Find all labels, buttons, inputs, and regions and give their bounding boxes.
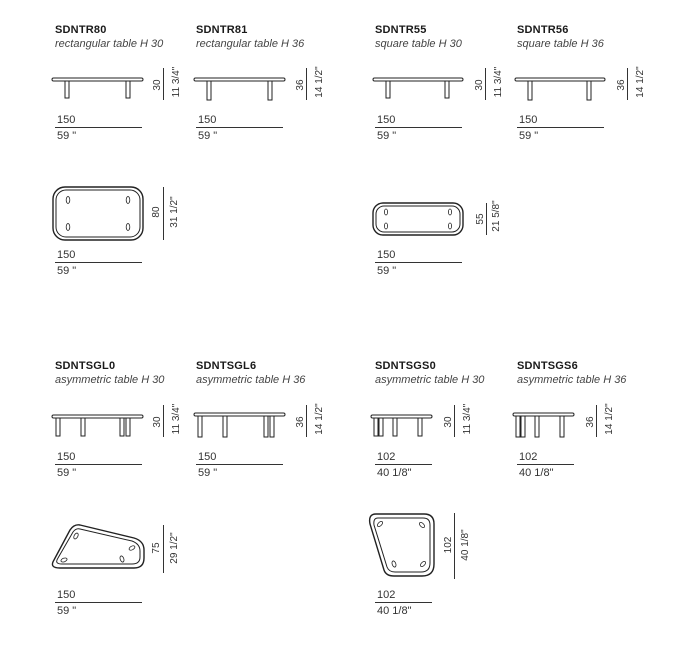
- length-cm: 102: [377, 451, 396, 463]
- product-code: SDNTSGL0: [55, 360, 116, 372]
- length-inch: 40 1/8": [377, 467, 412, 479]
- length-cm: 150: [377, 249, 396, 261]
- length-inch: 59 ": [198, 130, 218, 142]
- length-cm: 150: [57, 589, 76, 601]
- length-cm: 102: [377, 589, 396, 601]
- product-code: SDNTR80: [55, 24, 107, 36]
- product-code: SDNTSGS6: [517, 360, 578, 372]
- length-inch: 59 ": [198, 467, 218, 479]
- side-elevation-drawing: [52, 78, 144, 102]
- side-elevation-drawing: [515, 78, 607, 102]
- product-description: asymmetric table H 30: [55, 374, 165, 386]
- product-code: SDNTR56: [517, 24, 569, 36]
- product-description: square table H 30: [375, 38, 462, 50]
- depth-inch: 31 1/2": [169, 196, 180, 228]
- length-cm: 150: [57, 114, 76, 126]
- length-cm: 102: [519, 451, 538, 463]
- depth-cm: 102: [443, 536, 454, 554]
- length-cm: 150: [198, 114, 217, 126]
- length-cm: 150: [57, 249, 76, 261]
- product-description: rectangular table H 30: [55, 38, 164, 50]
- height-inch: 11 3/4": [171, 403, 182, 435]
- side-elevation-drawing: [371, 415, 433, 439]
- plan-view-rectangular: [52, 186, 146, 242]
- depth-inch: 40 1/8": [460, 529, 471, 561]
- length-inch: 59 ": [57, 265, 77, 277]
- length-inch: 59 ": [57, 130, 77, 142]
- height-cm: 30: [443, 416, 454, 428]
- height-cm: 30: [474, 79, 485, 91]
- length-cm: 150: [519, 114, 538, 126]
- product-description: asymmetric table H 30: [375, 374, 485, 386]
- plan-view-square: [372, 202, 466, 238]
- length-inch: 40 1/8": [519, 467, 554, 479]
- height-cm: 36: [295, 79, 306, 91]
- height-inch: 14 1/2": [314, 403, 325, 435]
- side-elevation-drawing: [194, 78, 286, 102]
- length-cm: 150: [377, 114, 396, 126]
- side-elevation-drawing: [194, 413, 286, 439]
- height-inch: 11 3/4": [171, 66, 182, 98]
- product-code: SDNTSGS0: [375, 360, 436, 372]
- plan-view-asymmetric-large: [46, 522, 150, 574]
- product-code: SDNTR81: [196, 24, 248, 36]
- height-cm: 30: [152, 79, 163, 91]
- length-cm: 150: [57, 451, 76, 463]
- product-description: square table H 36: [517, 38, 604, 50]
- height-inch: 11 3/4": [462, 403, 473, 435]
- depth-cm: 80: [151, 206, 162, 218]
- height-cm: 30: [152, 416, 163, 428]
- height-cm: 36: [616, 79, 627, 91]
- side-elevation-drawing: [513, 413, 575, 439]
- height-cm: 36: [585, 416, 596, 428]
- length-inch: 40 1/8": [377, 605, 412, 617]
- depth-cm: 55: [475, 213, 486, 225]
- side-elevation-drawing: [52, 415, 144, 439]
- product-description: asymmetric table H 36: [196, 374, 306, 386]
- product-description: asymmetric table H 36: [517, 374, 627, 386]
- product-description: rectangular table H 36: [196, 38, 305, 50]
- height-inch: 14 1/2": [604, 403, 615, 435]
- side-elevation-drawing: [373, 78, 465, 102]
- plan-view-asymmetric-small: [366, 512, 438, 580]
- length-inch: 59 ": [377, 265, 397, 277]
- product-code: SDNTR55: [375, 24, 427, 36]
- depth-inch: 29 1/2": [169, 532, 180, 564]
- length-inch: 59 ": [57, 467, 77, 479]
- product-code: SDNTSGL6: [196, 360, 257, 372]
- depth-inch: 21 5/8": [491, 200, 502, 232]
- height-inch: 14 1/2": [314, 66, 325, 98]
- depth-cm: 75: [151, 542, 162, 554]
- length-inch: 59 ": [57, 605, 77, 617]
- length-inch: 59 ": [519, 130, 539, 142]
- height-inch: 11 3/4": [493, 66, 504, 98]
- length-inch: 59 ": [377, 130, 397, 142]
- height-cm: 36: [295, 416, 306, 428]
- length-cm: 150: [198, 451, 217, 463]
- height-inch: 14 1/2": [635, 66, 646, 98]
